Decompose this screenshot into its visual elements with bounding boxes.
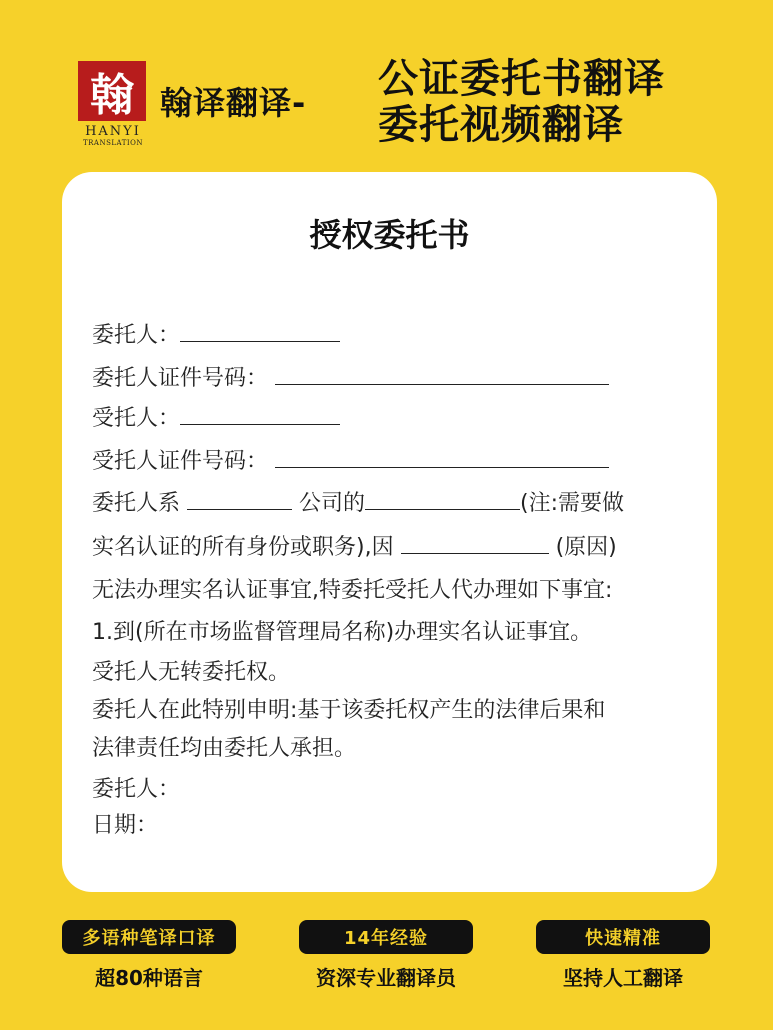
feature-sub-experience: 资深专业翻译员 (316, 966, 456, 990)
principal-id-blank (275, 366, 609, 385)
agent-id-label: 受托人证件号码： (92, 449, 269, 474)
document-title: 授权委托书 (309, 216, 470, 254)
agent-id-line (92, 444, 609, 475)
logo-mark (78, 61, 146, 121)
relation-blank2 (365, 491, 520, 510)
relation-a: 委托人系 (92, 491, 181, 516)
logo-mark-char: 翰 (90, 70, 134, 121)
principal-id-label: 委托人证件号码： (92, 366, 269, 391)
logo-name: HANYI (85, 124, 141, 139)
logo-sub: TRANSLATION (82, 139, 144, 147)
feature-sub-languages: 超80种语言 (95, 966, 203, 990)
feature-pill-languages (62, 920, 236, 954)
document-card (62, 172, 717, 892)
principal-blank (180, 323, 340, 342)
relation-line1 (92, 486, 624, 517)
declare-line2: 法律责任均由委托人承担。 (92, 736, 357, 761)
relation-d: 实名认证的所有身份或职务),因 (92, 535, 394, 560)
relation-e: (原因) (555, 535, 617, 560)
principal-line (92, 318, 340, 349)
agent-line (92, 401, 340, 432)
feature-pill-speed-label: 快速精准 (585, 928, 661, 949)
reason-line: 无法办理实名认证事宜,特委托受托人代办理如下事宜: (92, 578, 613, 603)
relation-line2 (92, 530, 617, 561)
principal-id-line (92, 361, 609, 392)
header-title-line2: 委托视频翻译 (378, 102, 624, 148)
item1-line: 1.到(所在市场监督管理局名称)办理实名认证事宜。 (92, 620, 593, 645)
no-transfer-line: 受托人无转委托权。 (92, 660, 291, 685)
feature-pill-experience (299, 920, 473, 954)
header-title-line1: 公证委托书翻译 (378, 56, 665, 102)
brand-name: 翰译翻译- (160, 84, 307, 122)
reason-blank (401, 535, 549, 554)
declare-line1: 委托人在此特别申明:基于该委托权产生的法律后果和 (92, 698, 606, 723)
principal-label: 委托人： (92, 323, 181, 348)
logo-text (76, 125, 150, 148)
date-line: 日期： (92, 813, 159, 838)
agent-label: 受托人： (92, 406, 181, 431)
feature-pill-speed (536, 920, 710, 954)
agent-blank (180, 406, 340, 425)
sign-line: 委托人： (92, 777, 181, 802)
feature-sub-speed: 坚持人工翻译 (563, 966, 683, 990)
relation-blank1 (187, 491, 292, 510)
relation-c: (注:需要做 (520, 491, 625, 516)
feature-pill-experience-label: 14年经验 (343, 928, 429, 949)
agent-id-blank (275, 449, 609, 468)
feature-pill-languages-label: 多语种笔译口译 (82, 928, 216, 949)
relation-b: 公司的 (299, 491, 366, 516)
